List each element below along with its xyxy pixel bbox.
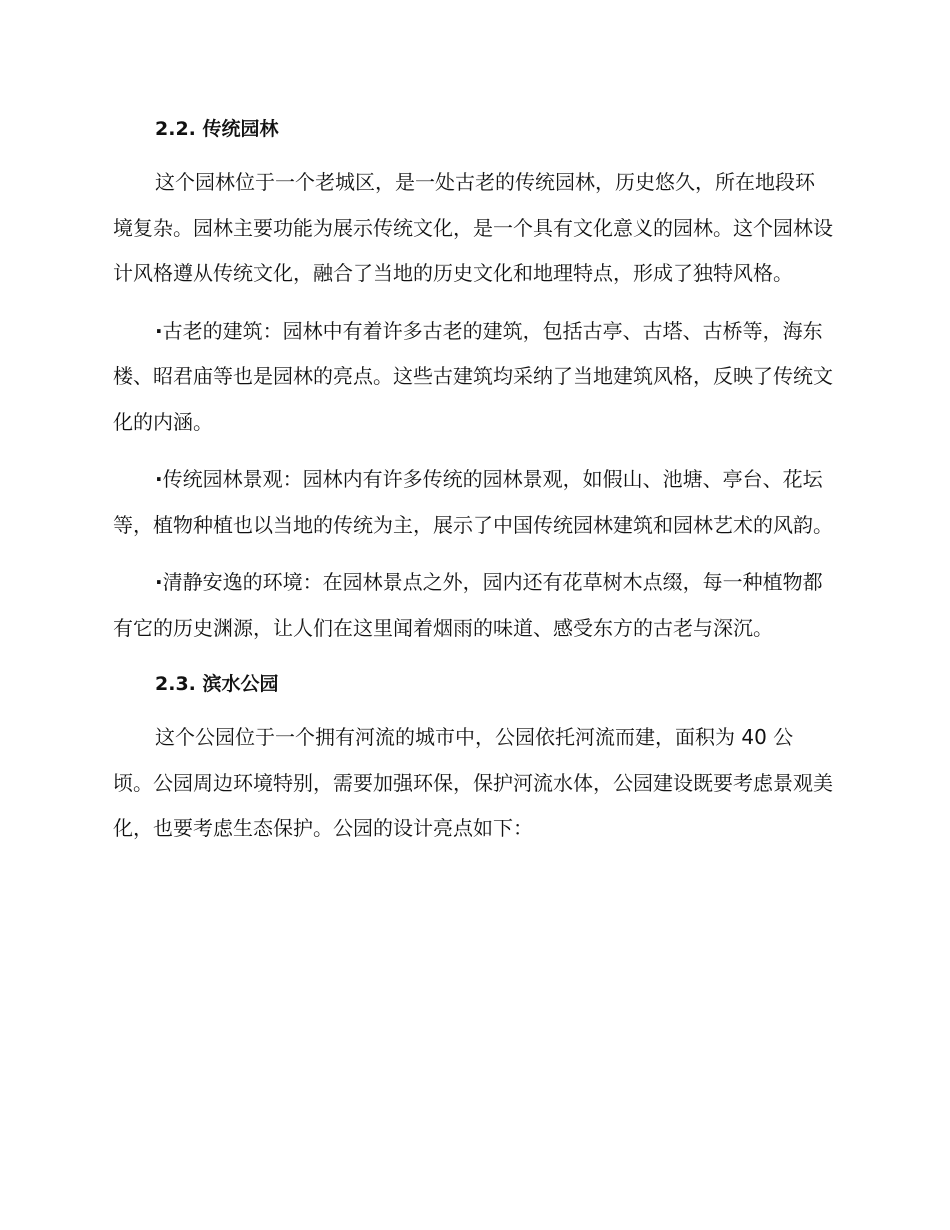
document-body [113,108,833,852]
bullet-quiet-environment [113,560,833,651]
bullet-text: 传统园林景观：园林内有许多传统的园林景观，如假山、池塘、亭台、花坛等，植物种植也以当地的传统为主，展示了中国传统园林建筑和园林艺术的风韵。 [113,467,833,537]
bullet-text: 古老的建筑：园林中有着许多古老的建筑，包括古亭、古塔、古桥等，海东楼、昭君庙等也是园林的亮点。这些古建筑均采纳了当地建筑风格，反映了传统文化的内涵。 [113,318,833,434]
bullet-marker: · [155,570,163,594]
bullet-marker: · [155,467,163,491]
bullet-marker: · [155,318,163,343]
section-heading-waterfront-park: 2.3. 滨水公园 [155,673,279,695]
paragraph-traditional-garden-intro: 这个园林位于一个老城区，是一处古老的传统园林，历史悠久，所在地段环境复杂。园林主要功能为展示传统文化，是一个具有文化意义的园林。这个园林设计风格遵从传统文化，融合了当地的历史文化和地理特点，形成了独特风格。 [113,170,833,285]
bullet-text: 清静安逸的环境：在园林景点之外，园内还有花草树木点缀，每一种植物都有它的历史渊源，让人们在这里闻着烟雨的味道、感受东方的古老与深沉。 [113,570,823,640]
section-heading-traditional-garden: 2.2. 传统园林 [155,118,279,140]
bullet-garden-landscape [113,457,833,548]
paragraph-waterfront-park-intro: 这个公园位于一个拥有河流的城市中，公园依托河流而建，面积为 40 公顷。公园周边环境特别，需要加强环保，保护河流水体，公园建设既要考虑景观美化，也要考虑生态保护。公园的设计亮点如下： [113,725,833,840]
bullet-ancient-buildings [113,309,833,446]
